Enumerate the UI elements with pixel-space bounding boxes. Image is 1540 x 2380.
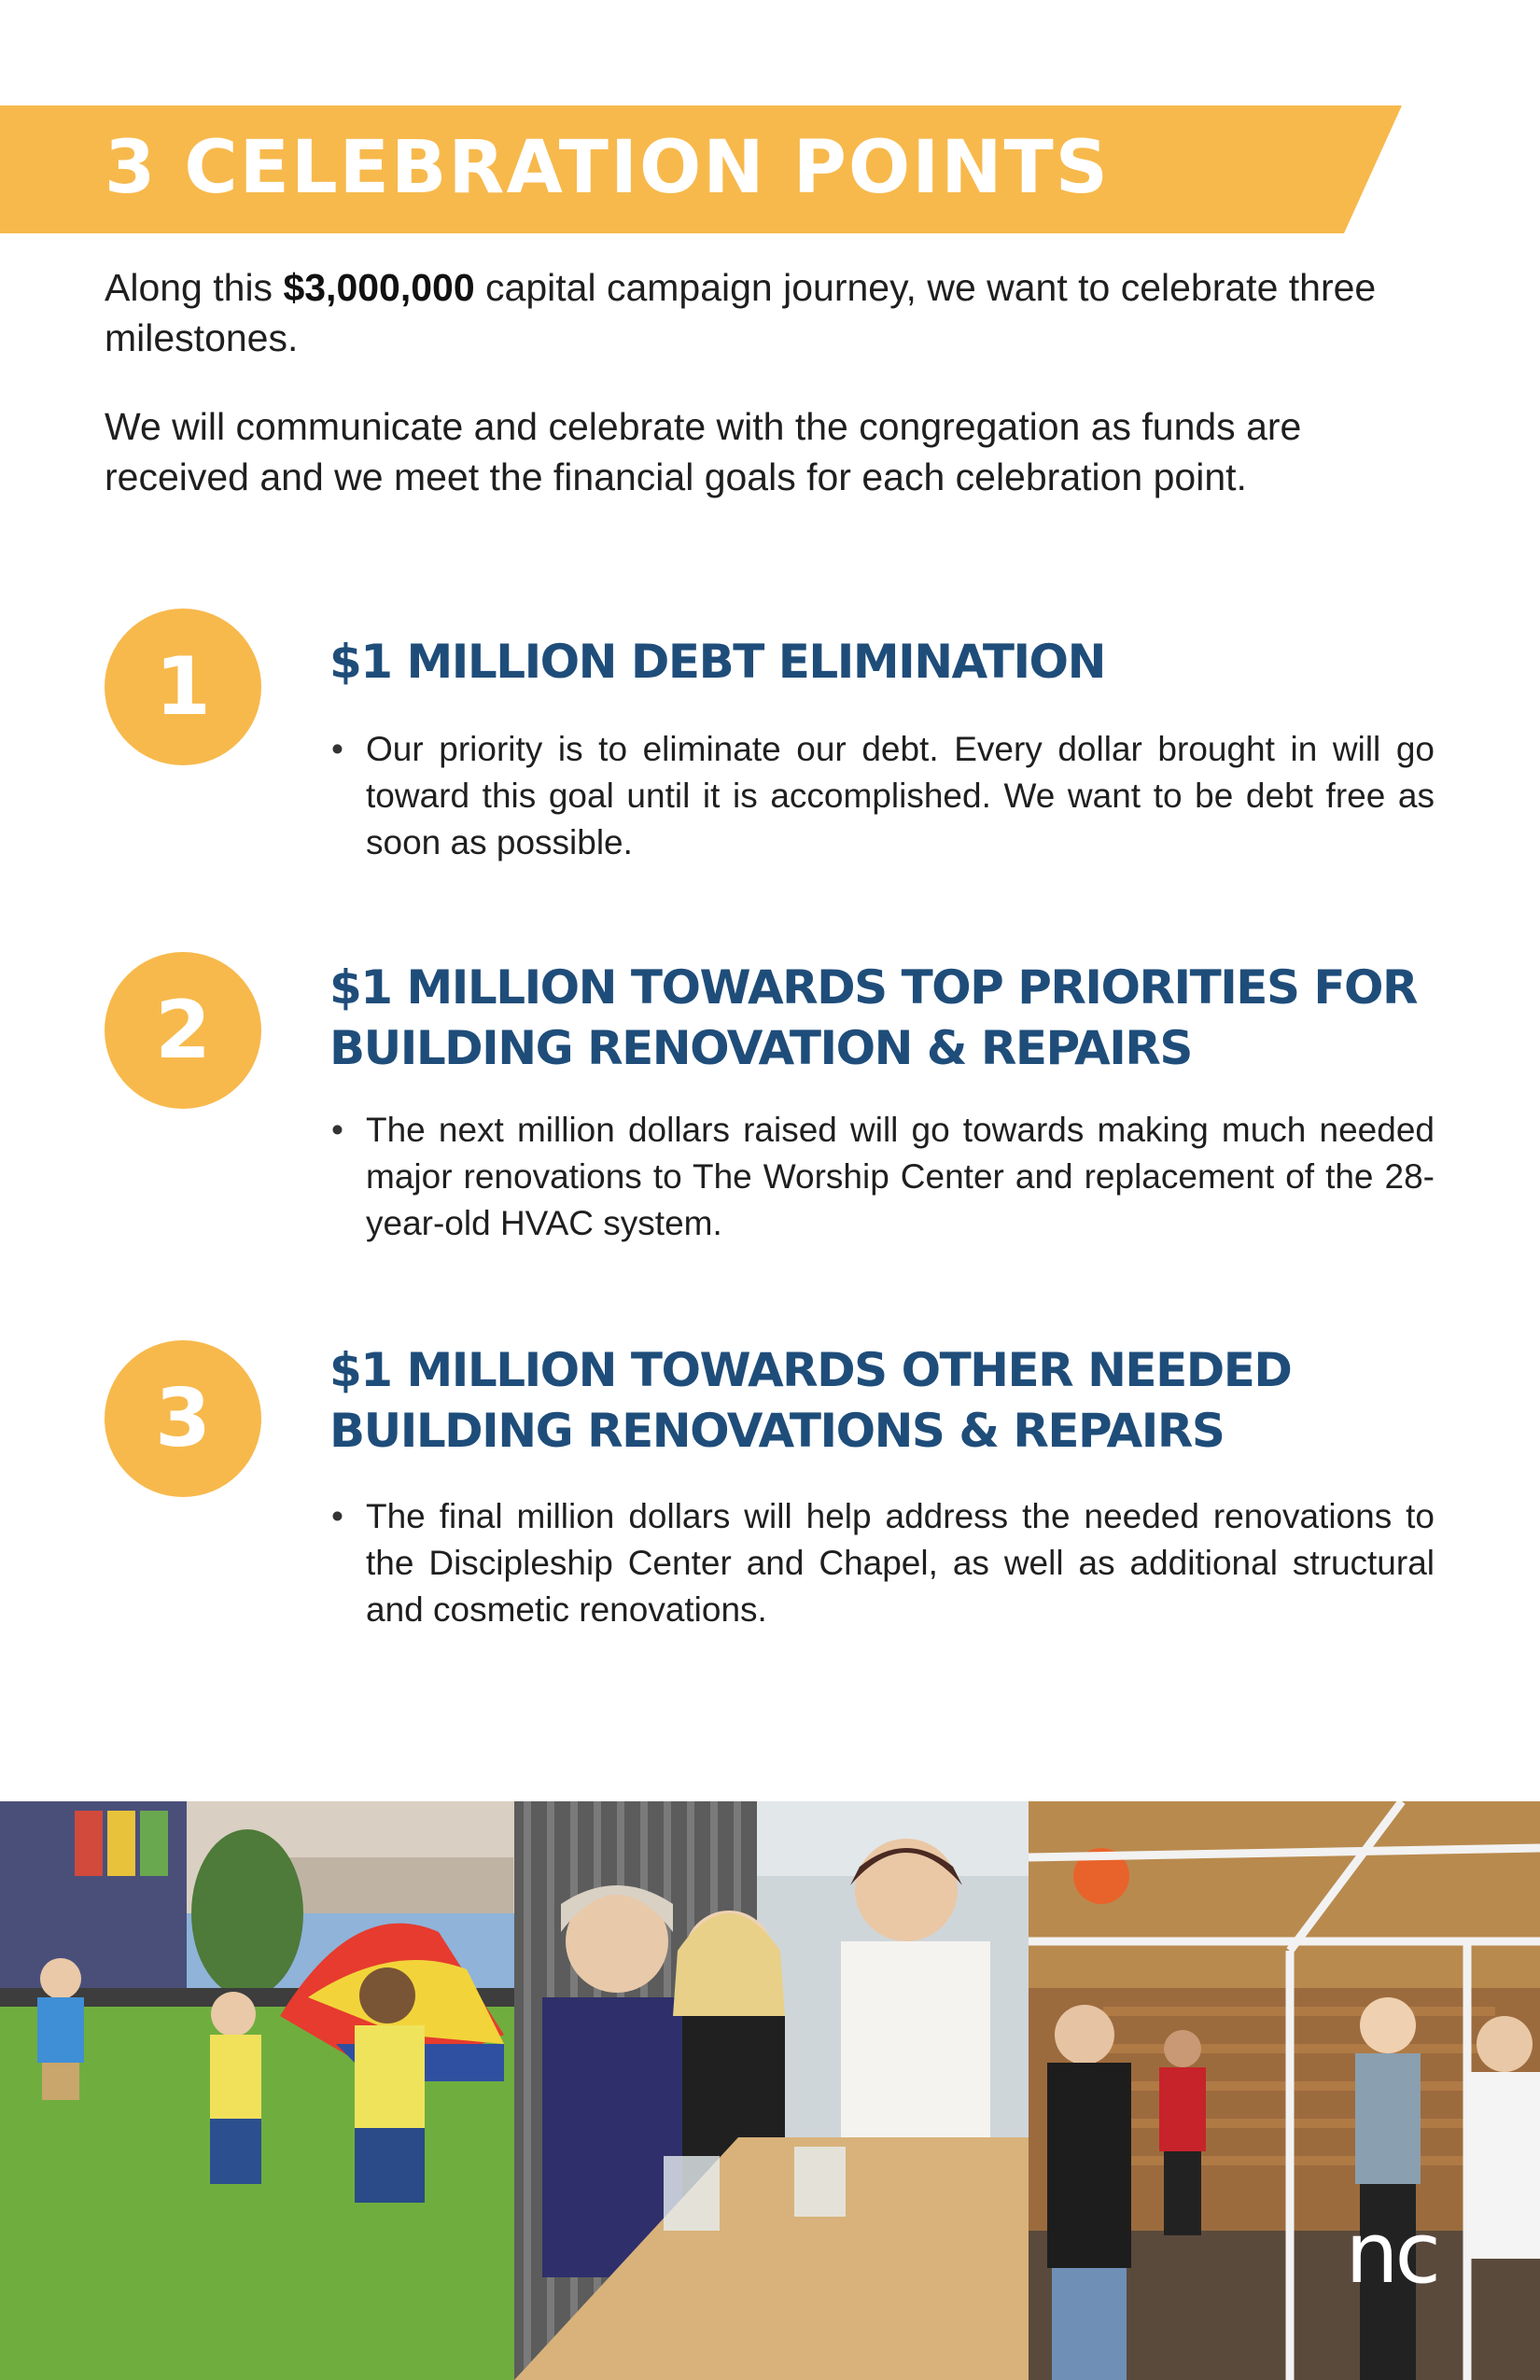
- intro-text-after: capital campaign journey, we want to celebrate three milestones.: [105, 266, 1377, 359]
- point-number-badge: 1: [105, 609, 261, 765]
- photo-youth-activity: [1029, 1801, 1540, 2380]
- photo-strip: [0, 1801, 1540, 2380]
- point-number-badge: 3: [105, 1340, 261, 1497]
- intro-text-before: Along this: [105, 266, 284, 309]
- intro-paragraph-2: We will communicate and celebrate with the congregation as funds are received and we meet the financial goals for each celebration point.: [105, 405, 1302, 498]
- point-heading: $1 MILLION DEBT ELIMINATION: [329, 635, 1105, 689]
- photo-kids-playing: [0, 1801, 514, 2380]
- point-number-badge: 2: [105, 952, 261, 1109]
- point-description: • The next million dollars raised will go towards making much needed major renovations to The Worship Center and replacement of the 28-year-old HVAC system.: [331, 1107, 1435, 1247]
- nc-logo: nc: [1345, 2205, 1437, 2303]
- intro-paragraph-1: [105, 262, 1439, 363]
- point-description: • Our priority is to eliminate our debt. Every dollar brought in will go toward this goal until it is accomplished. We want to be debt free as soon as possible.: [331, 726, 1435, 866]
- point-heading: $1 MILLION TOWARDS OTHER NEEDED BUILDING RENOVATIONS & REPAIRS: [329, 1343, 1292, 1458]
- point-description: • The final million dollars will help address the needed renovations to the Discipleship Center and Chapel, as well as additional structural and cosmetic renovations.: [331, 1493, 1435, 1633]
- point-heading: $1 MILLION TOWARDS TOP PRIORITIES FOR BUILDING RENOVATION & REPAIRS: [329, 960, 1418, 1075]
- page-title: 3 CELEBRATION POINTS: [105, 126, 1110, 210]
- campaign-amount: $3,000,000: [283, 266, 475, 309]
- header-banner: [0, 105, 1402, 233]
- photo-women-at-counter: [514, 1801, 1029, 2380]
